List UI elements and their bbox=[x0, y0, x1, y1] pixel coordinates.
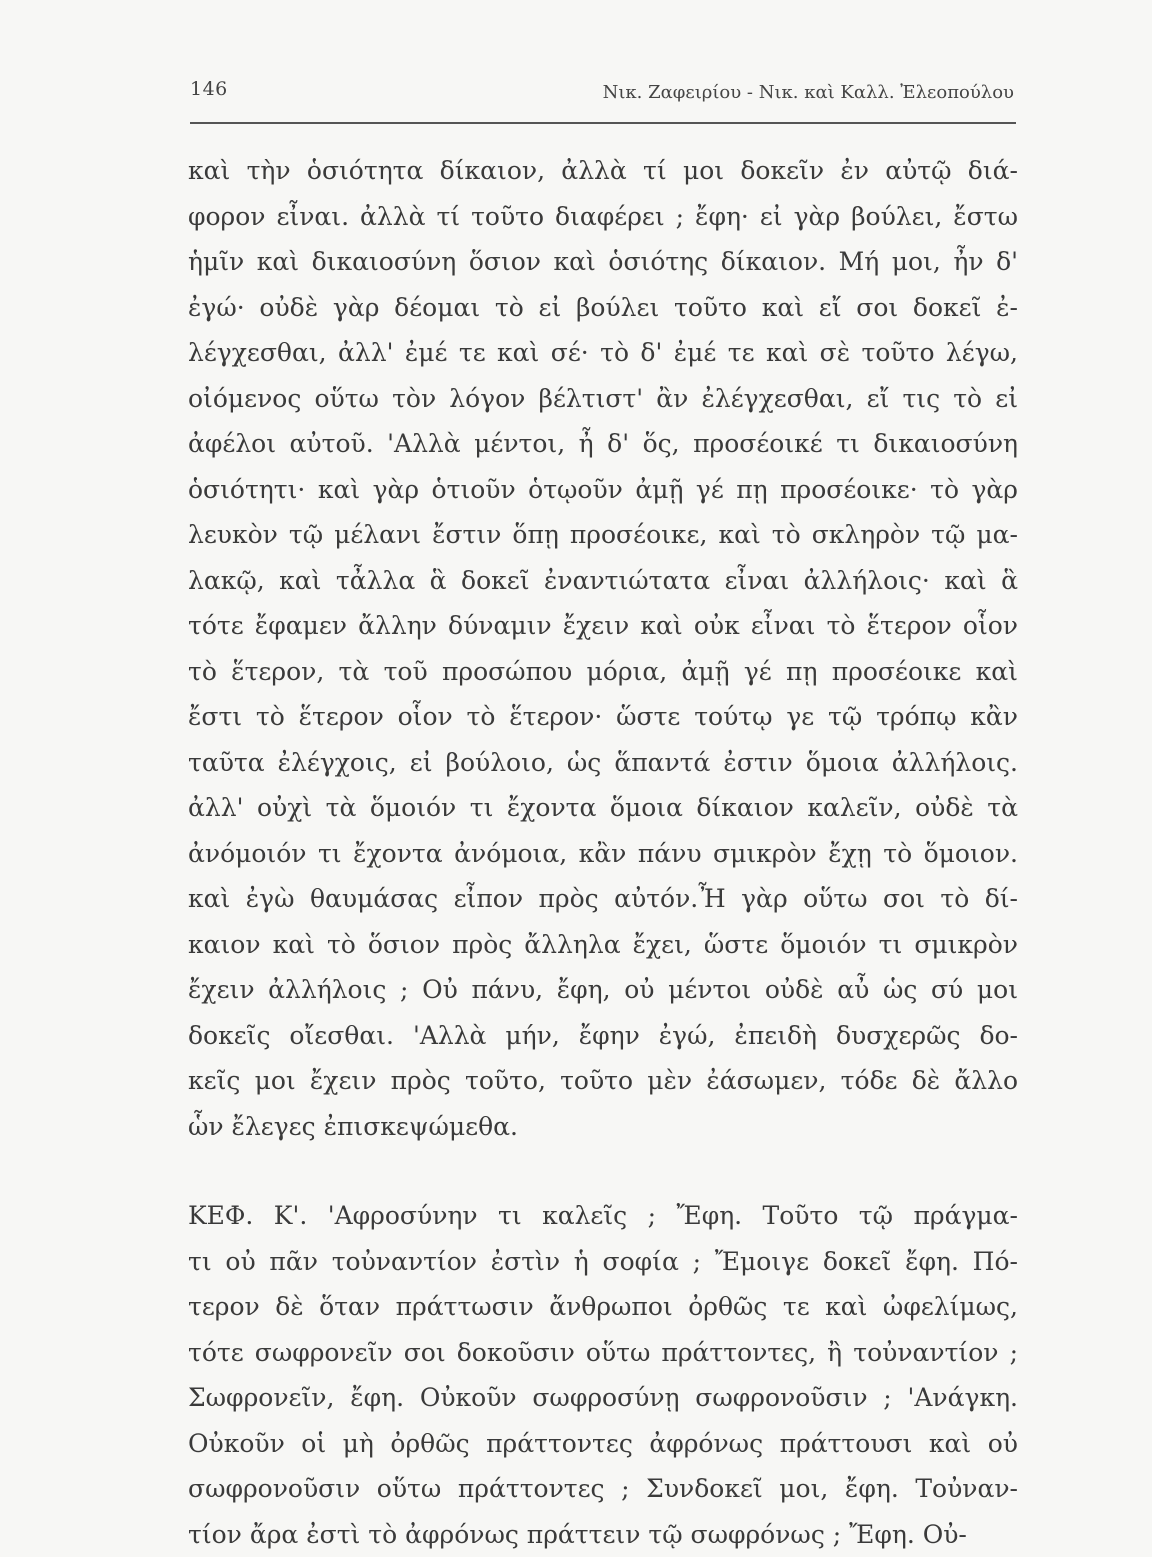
text-line: τίον ἄρα ἐστὶ τὸ ἀφρόνως πράττειν τῷ σωφρόνως ; Ἔφη. Οὐ- bbox=[188, 1512, 1018, 1557]
header-rule bbox=[190, 122, 1016, 124]
running-title: Νικ. Ζαφειρίου - Νικ. καὶ Καλλ. Ἐλεοπούλου bbox=[603, 82, 1014, 103]
text-line: λέγχεσθαι, ἀλλ' ἐμέ τε καὶ σέ· τὸ δ' ἐμέ τε καὶ σὲ τοῦτο λέγω, bbox=[188, 330, 1018, 376]
text-line: τι οὐ πᾶν τοὐναντίον ἐστὶν ἡ σοφία ; Ἔμοιγε δοκεῖ ἔφη. Πό- bbox=[188, 1239, 1018, 1285]
paragraph-gap bbox=[188, 1149, 1018, 1193]
text-line: ΚΕΦ. Κ'. 'Αφροσύνην τι καλεῖς ; Ἔφη. Τοῦτο τῷ πράγμα- bbox=[188, 1193, 1018, 1239]
body-text bbox=[188, 148, 1018, 1557]
text-line: κεῖς μοι ἔχειν πρὸς τοῦτο, τοῦτο μὲν ἐάσωμεν, τόδε δὲ ἄλλο bbox=[188, 1058, 1018, 1104]
text-line: καὶ ἐγὼ θαυμάσας εἶπον πρὸς αὐτόν.Ἦ γὰρ οὕτω σοι τὸ δί- bbox=[188, 876, 1018, 922]
text-line: ταῦτα ἐλέγχοις, εἰ βούλοιο, ὡς ἅπαντά ἐστιν ὅμοια ἀλλήλοις. bbox=[188, 740, 1018, 786]
text-line: ἐγώ· οὐδὲ γὰρ δέομαι τὸ εἰ βούλει τοῦτο καὶ εἴ σοι δοκεῖ ἐ- bbox=[188, 285, 1018, 331]
text-line: οἰόμενος οὕτω τὸν λόγον βέλτιστ' ἂν ἐλέγχεσθαι, εἴ τις τὸ εἰ bbox=[188, 376, 1018, 422]
text-line: Οὐκοῦν οἱ μὴ ὀρθῶς πράττοντες ἀφρόνως πράττουσι καὶ οὐ bbox=[188, 1421, 1018, 1467]
text-line: ἀλλ' οὐχὶ τὰ ὅμοιόν τι ἔχοντα ὅμοια δίκαιον καλεῖν, οὐδὲ τὰ bbox=[188, 785, 1018, 831]
text-line: ἀνόμοιόν τι ἔχοντα ἀνόμοια, κἂν πάνυ σμικρὸν ἔχῃ τὸ ὅμοιον. bbox=[188, 831, 1018, 877]
page-number: 146 bbox=[190, 78, 228, 100]
text-line: σωφρονοῦσιν οὕτω πράττοντες ; Συνδοκεῖ μοι, ἔφη. Τοὐναν- bbox=[188, 1466, 1018, 1512]
text-line: τότε σωφρονεῖν σοι δοκοῦσιν οὕτω πράττοντες, ἢ τοὐναντίον ; bbox=[188, 1330, 1018, 1376]
page-header bbox=[190, 78, 1014, 108]
paragraph-1 bbox=[188, 148, 1018, 1149]
text-line: ἡμῖν καὶ δικαιοσύνη ὅσιον καὶ ὁσιότης δίκαιον. Μή μοι, ἦν δ' bbox=[188, 239, 1018, 285]
text-line: ἔστι τὸ ἕτερον οἷον τὸ ἕτερον· ὥστε τούτῳ γε τῷ τρόπῳ κἂν bbox=[188, 694, 1018, 740]
text-line: Σωφρονεῖν, ἔφη. Οὐκοῦν σωφροσύνῃ σωφρονοῦσιν ; 'Ανάγκη. bbox=[188, 1375, 1018, 1421]
text-line: τὸ ἕτερον, τὰ τοῦ προσώπου μόρια, ἀμῇ γέ πῃ προσέοικε καὶ bbox=[188, 649, 1018, 695]
text-line: καὶ τὴν ὁσιότητα δίκαιον, ἀλλὰ τί μοι δοκεῖν ἐν αὐτῷ διά- bbox=[188, 148, 1018, 194]
text-line: ὁσιότητι· καὶ γὰρ ὁτιοῦν ὁτῳοῦν ἀμῇ γέ πῃ προσέοικε· τὸ γὰρ bbox=[188, 467, 1018, 513]
text-line: τότε ἔφαμεν ἄλλην δύναμιν ἔχειν καὶ οὐκ εἶναι τὸ ἕτερον οἷον bbox=[188, 603, 1018, 649]
text-line: ὧν ἔλεγες ἐπισκεψώμεθα. bbox=[188, 1104, 1018, 1150]
text-line: λευκὸν τῷ μέλανι ἔστιν ὅπῃ προσέοικε, καὶ τὸ σκληρὸν τῷ μα- bbox=[188, 512, 1018, 558]
text-line: φορον εἶναι. ἀλλὰ τί τοῦτο διαφέρει ; ἔφη· εἰ γὰρ βούλει, ἔστω bbox=[188, 194, 1018, 240]
text-line: τερον δὲ ὅταν πράττωσιν ἄνθρωποι ὀρθῶς τε καὶ ὠφελίμως, bbox=[188, 1284, 1018, 1330]
text-line: δοκεῖς οἴεσθαι. 'Αλλὰ μήν, ἔφην ἐγώ, ἐπειδὴ δυσχερῶς δο- bbox=[188, 1013, 1018, 1059]
text-line: ἔχειν ἀλλήλοις ; Οὐ πάνυ, ἔφη, οὐ μέντοι οὐδὲ αὖ ὡς σύ μοι bbox=[188, 967, 1018, 1013]
paragraph-2 bbox=[188, 1193, 1018, 1557]
text-line: καιον καὶ τὸ ὅσιον πρὸς ἄλληλα ἔχει, ὥστε ὅμοιόν τι σμικρὸν bbox=[188, 922, 1018, 968]
text-line: λακῷ, καὶ τἆλλα ἃ δοκεῖ ἐναντιώτατα εἶναι ἀλλήλοις· καὶ ἃ bbox=[188, 558, 1018, 604]
text-line: ἀφέλοι αὐτοῦ. 'Αλλὰ μέντοι, ἦ δ' ὅς, προσέοικέ τι δικαιοσύνη bbox=[188, 421, 1018, 467]
